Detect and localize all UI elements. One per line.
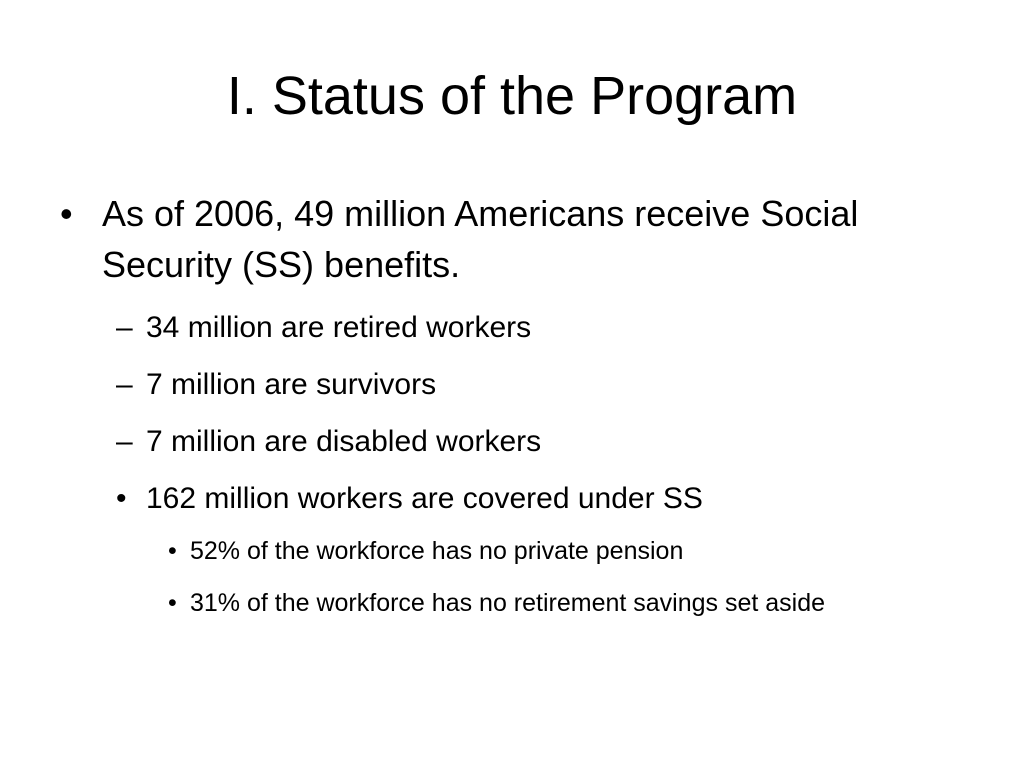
dash-marker: – [116,368,133,401]
bullet-marker: • [168,537,177,565]
bullet-text: 7 million are disabled workers [146,425,542,458]
dash-marker: – [116,311,133,344]
bullet-marker: • [60,193,73,234]
bullet-level3 [168,535,928,567]
bullet-text: As of 2006, 49 million Americans receive Social Security (SS) benefits. [102,193,859,285]
bullet-text: 7 million are survivors [146,368,437,401]
bullet-level2 [116,310,916,346]
bullet-marker: • [116,482,127,515]
bullet-text: 31% of the workforce has no retirement savings set aside [190,589,826,617]
bullet-text: 34 million are retired workers [146,311,532,344]
bullet-text: 162 million workers are covered under SS [146,482,703,515]
bullet-level1 [60,188,960,290]
bullet-marker: • [168,589,177,617]
slide-title: I. Status of the Program [226,66,798,126]
bullet-text: 52% of the workforce has no private pension [190,537,684,565]
bullet-level2 [116,424,916,460]
bullet-level2 [116,367,916,403]
bullet-level3 [168,587,928,619]
dash-marker: – [116,425,133,458]
bullet-level2 [116,481,916,517]
